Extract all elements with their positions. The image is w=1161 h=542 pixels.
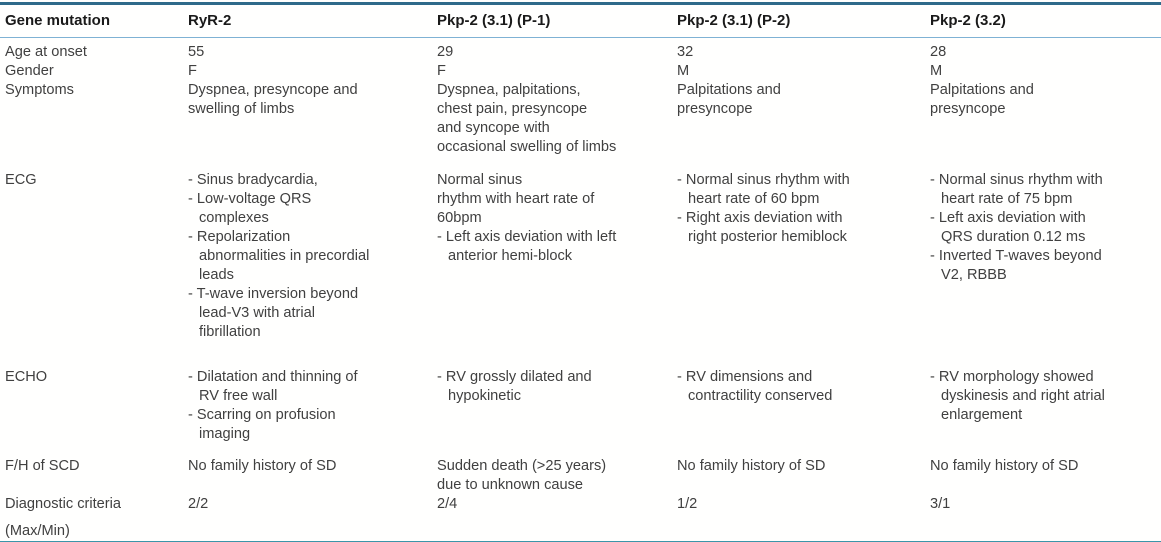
cell-echo-col3 [677, 368, 930, 457]
column-header-gene-mutation: Gene mutation [0, 4, 188, 38]
cell-line: - Inverted T-waves beyond [930, 248, 1102, 264]
cell-line: 32 [677, 44, 694, 60]
cell-line: Age at onset [5, 44, 87, 60]
cell-diag-col3 [677, 495, 930, 542]
cell-diag-col4 [930, 495, 1161, 542]
cell-age-col3 [677, 38, 930, 63]
cell-ecg-col1 [188, 171, 437, 368]
cell-line: 28 [930, 44, 947, 60]
cell-line: Gender [5, 63, 54, 79]
cell-line: - RV dimensions and [677, 369, 813, 385]
cell-ecg-col3 [677, 171, 930, 368]
cell-line: No family history of SD [188, 458, 337, 474]
cell-line: - Scarring on profusion [188, 407, 336, 423]
cell-line: abnormalities in precordial [199, 248, 370, 264]
cell-ecg-col2 [437, 171, 677, 368]
gene-mutation-table [0, 2, 1161, 542]
cell-fh-col3 [677, 457, 930, 495]
cell-line: enlargement [941, 407, 1023, 423]
cell-echo-col4 [930, 368, 1161, 457]
cell-line: - Left axis deviation with left [437, 229, 617, 245]
table-row-ecg [0, 171, 1161, 368]
cell-line: 2/2 [188, 496, 209, 512]
cell-gender-col3 [677, 62, 930, 81]
cell-line: Symptoms [5, 82, 74, 98]
cell-diag-col1 [188, 495, 437, 542]
cell-gender-col4 [930, 62, 1161, 81]
cell-line: Palpitations and [677, 82, 781, 98]
cell-echo-col1 [188, 368, 437, 457]
cell-age-col2 [437, 38, 677, 63]
cell-line: 3/1 [930, 496, 951, 512]
cell-line: V2, RBBB [941, 267, 1007, 283]
table-row-gender [0, 62, 1161, 81]
table-row-fh [0, 457, 1161, 495]
cell-line: swelling of limbs [188, 101, 295, 117]
cell-line: 55 [188, 44, 205, 60]
cell-line: ECG [5, 172, 37, 188]
cell-line: 29 [437, 44, 454, 60]
row-label-ecg [0, 171, 188, 368]
cell-line: fibrillation [199, 324, 261, 340]
cell-line: Normal sinus [437, 172, 523, 188]
cell-fh-col4 [930, 457, 1161, 495]
cell-line: anterior hemi-block [448, 248, 573, 264]
cell-gender-col2 [437, 62, 677, 81]
table-header-row [0, 4, 1161, 38]
cell-line: - T-wave inversion beyond [188, 286, 359, 302]
cell-line: and syncope with [437, 120, 550, 136]
cell-age-col1 [188, 38, 437, 63]
cell-ecg-col4 [930, 171, 1161, 368]
cell-line: M [677, 63, 690, 79]
cell-line: F [188, 63, 197, 79]
cell-line: Sudden death (>25 years) [437, 458, 607, 474]
cell-line: presyncope [677, 101, 753, 117]
table-row-diag [0, 495, 1161, 542]
cell-line: - Repolarization [188, 229, 291, 245]
cell-fh-col1 [188, 457, 437, 495]
row-label-echo [0, 368, 188, 457]
cell-line: dyskinesis and right atrial [941, 388, 1105, 404]
row-label-symptoms [0, 81, 188, 171]
cell-line: occasional swelling of limbs [437, 139, 617, 155]
cell-line: No family history of SD [930, 458, 1079, 474]
cell-line: heart rate of 60 bpm [688, 191, 820, 207]
cell-line: - Left axis deviation with [930, 210, 1086, 226]
cell-line: lead-V3 with atrial [199, 305, 315, 321]
cell-symptoms-col2 [437, 81, 677, 171]
cell-line: Palpitations and [930, 82, 1034, 98]
cell-line: (Max/Min) [5, 523, 70, 539]
cell-age-col4 [930, 38, 1161, 63]
row-label-fh [0, 457, 188, 495]
column-header-pkp2-31-p2: Pkp-2 (3.1) (P-2) [677, 4, 930, 38]
cell-line: rhythm with heart rate of [437, 191, 595, 207]
cell-line: Diagnostic criteria [5, 496, 121, 512]
column-header-pkp2-31-p1: Pkp-2 (3.1) (P-1) [437, 4, 677, 38]
row-label-diag [0, 495, 188, 542]
column-header-ryr2: RyR-2 [188, 4, 437, 38]
cell-line: F/H of SCD [5, 458, 80, 474]
cell-line: chest pain, presyncope [437, 101, 588, 117]
cell-line: heart rate of 75 bpm [941, 191, 1073, 207]
cell-line: ECHO [5, 369, 48, 385]
cell-line: RV free wall [199, 388, 278, 404]
cell-line: - Sinus bradycardia, [188, 172, 318, 188]
cell-line: contractility conserved [688, 388, 833, 404]
cell-line: imaging [199, 426, 251, 442]
table-row-echo [0, 368, 1161, 457]
cell-diag-col2 [437, 495, 677, 542]
table-row-symptoms [0, 81, 1161, 171]
cell-line: - Low-voltage QRS [188, 191, 312, 207]
cell-line: 60bpm [437, 210, 482, 226]
table-body [0, 38, 1161, 542]
cell-line: - RV morphology showed [930, 369, 1094, 385]
cell-line: QRS duration 0.12 ms [941, 229, 1086, 245]
cell-symptoms-col4 [930, 81, 1161, 171]
cell-line: - Normal sinus rhythm with [930, 172, 1103, 188]
cell-line: right posterior hemiblock [688, 229, 847, 245]
column-header-pkp2-32: Pkp-2 (3.2) [930, 4, 1161, 38]
table-row-age [0, 38, 1161, 63]
row-label-age [0, 38, 188, 63]
cell-line: M [930, 63, 943, 79]
cell-symptoms-col3 [677, 81, 930, 171]
cell-line: complexes [199, 210, 269, 226]
cell-line: F [437, 63, 446, 79]
cell-line: No family history of SD [677, 458, 826, 474]
cell-line: due to unknown cause [437, 477, 584, 493]
row-label-gender [0, 62, 188, 81]
cell-gender-col1 [188, 62, 437, 81]
cell-line: 2/4 [437, 496, 458, 512]
cell-line: - Normal sinus rhythm with [677, 172, 850, 188]
cell-line: Dyspnea, presyncope and [188, 82, 358, 98]
cell-echo-col2 [437, 368, 677, 457]
cell-line: - Dilatation and thinning of [188, 369, 358, 385]
cell-line: leads [199, 267, 234, 283]
cell-line: - RV grossly dilated and [437, 369, 592, 385]
cell-line: 1/2 [677, 496, 698, 512]
cell-line: - Right axis deviation with [677, 210, 843, 226]
cell-line: Dyspnea, palpitations, [437, 82, 581, 98]
cell-symptoms-col1 [188, 81, 437, 171]
cell-line: presyncope [930, 101, 1006, 117]
cell-line: hypokinetic [448, 388, 522, 404]
cell-fh-col2 [437, 457, 677, 495]
